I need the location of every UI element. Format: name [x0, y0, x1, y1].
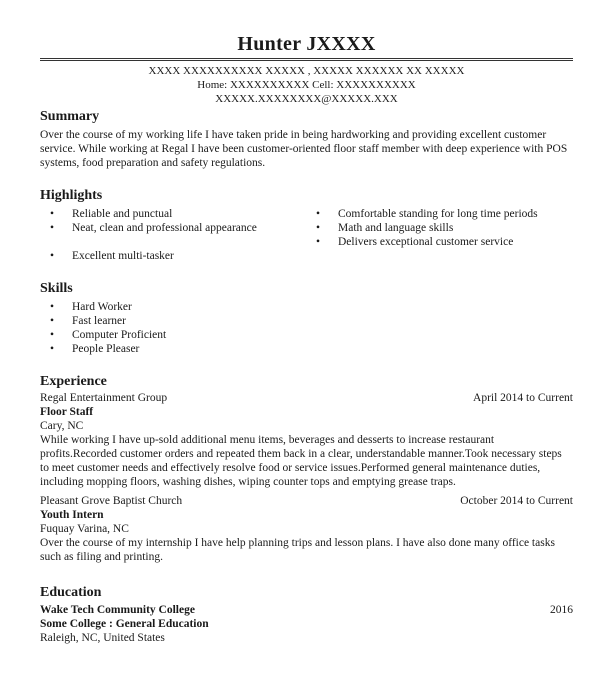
highlights-section: [40, 188, 573, 263]
list-item: • Delivers exceptional customer service: [306, 235, 572, 249]
highlights-heading: Highlights: [40, 188, 103, 203]
job-dates: April 2014 to Current: [473, 392, 573, 404]
job-description: While working I have up-sold additional menu items, beverages and desserts to increase restaurant profits.Recorded customer orders and repeated them back in a clear, understandable manner.Took necessary steps to meet customer needs and effectively resolve food or service issues.Performed general maintenance duties, including mopping floors, washing dishes, wiping counter tops and emptying grease traps.: [40, 434, 562, 488]
education-heading: Education: [40, 585, 102, 600]
skills-list: [40, 300, 573, 356]
list-item: • Hard Worker: [40, 300, 573, 314]
job-company: Regal Entertainment Group: [40, 392, 168, 404]
highlights-right-list: [306, 207, 572, 263]
experience-section: [40, 374, 573, 564]
list-item: • Comfortable standing for long time periods: [306, 207, 572, 221]
summary-heading: Summary: [40, 109, 100, 124]
education-section: [40, 585, 573, 645]
summary-text: Over the course of my working life I have taken pride in being hardworking and providing excellent customer service. While working at Regal I have been customer-oriented floor staff member with deep experience with POS systems, food preparation and safety regulations.: [40, 129, 568, 169]
phone-numbers: Home: XXXXXXXXXX Cell: XXXXXXXXXX: [197, 79, 416, 91]
list-item: • Computer Proficient: [40, 328, 573, 342]
list-item: • Fast learner: [40, 314, 573, 328]
job-location: Fuquay Varina, NC: [40, 523, 129, 535]
job-company: Pleasant Grove Baptist Church: [40, 495, 183, 507]
job-entry: [40, 495, 573, 564]
experience-heading: Experience: [40, 374, 107, 389]
graduation-year: 2016: [550, 604, 573, 616]
job-description: Over the course of my internship I have help planning trips and lesson plans. I have also done many office tasks such as filing and printing.: [40, 537, 555, 563]
address: XXXX XXXXXXXXXX XXXXX , XXXXX XXXXXX XX XXXXX: [148, 65, 465, 77]
resume-header: [40, 0, 573, 106]
degree: Some College : General Education: [40, 618, 209, 630]
school-location: Raleigh, NC, United States: [40, 632, 165, 644]
highlights-left-list: [40, 207, 306, 263]
job-entry: [40, 392, 573, 489]
job-location: Cary, NC: [40, 420, 84, 432]
summary-section: [40, 109, 573, 170]
job-dates: October 2014 to Current: [460, 495, 573, 507]
resume: [40, 0, 573, 644]
job-title: Floor Staff: [40, 406, 94, 418]
header-rule: [40, 58, 573, 61]
skills-heading: Skills: [40, 281, 73, 296]
list-item: • Neat, clean and professional appearance: [40, 221, 306, 235]
school-name: Wake Tech Community College: [40, 604, 195, 616]
candidate-name: Hunter JXXXX: [237, 33, 376, 55]
job-title: Youth Intern: [40, 509, 104, 521]
list-item: • Excellent multi-tasker: [40, 249, 306, 263]
contact-info: [40, 64, 573, 106]
skills-section: [40, 281, 573, 356]
list-item: • Reliable and punctual: [40, 207, 306, 221]
list-item: • People Pleaser: [40, 342, 573, 356]
list-item: • Math and language skills: [306, 221, 572, 235]
email: XXXXX.XXXXXXXX@XXXXX.XXX: [215, 93, 398, 105]
